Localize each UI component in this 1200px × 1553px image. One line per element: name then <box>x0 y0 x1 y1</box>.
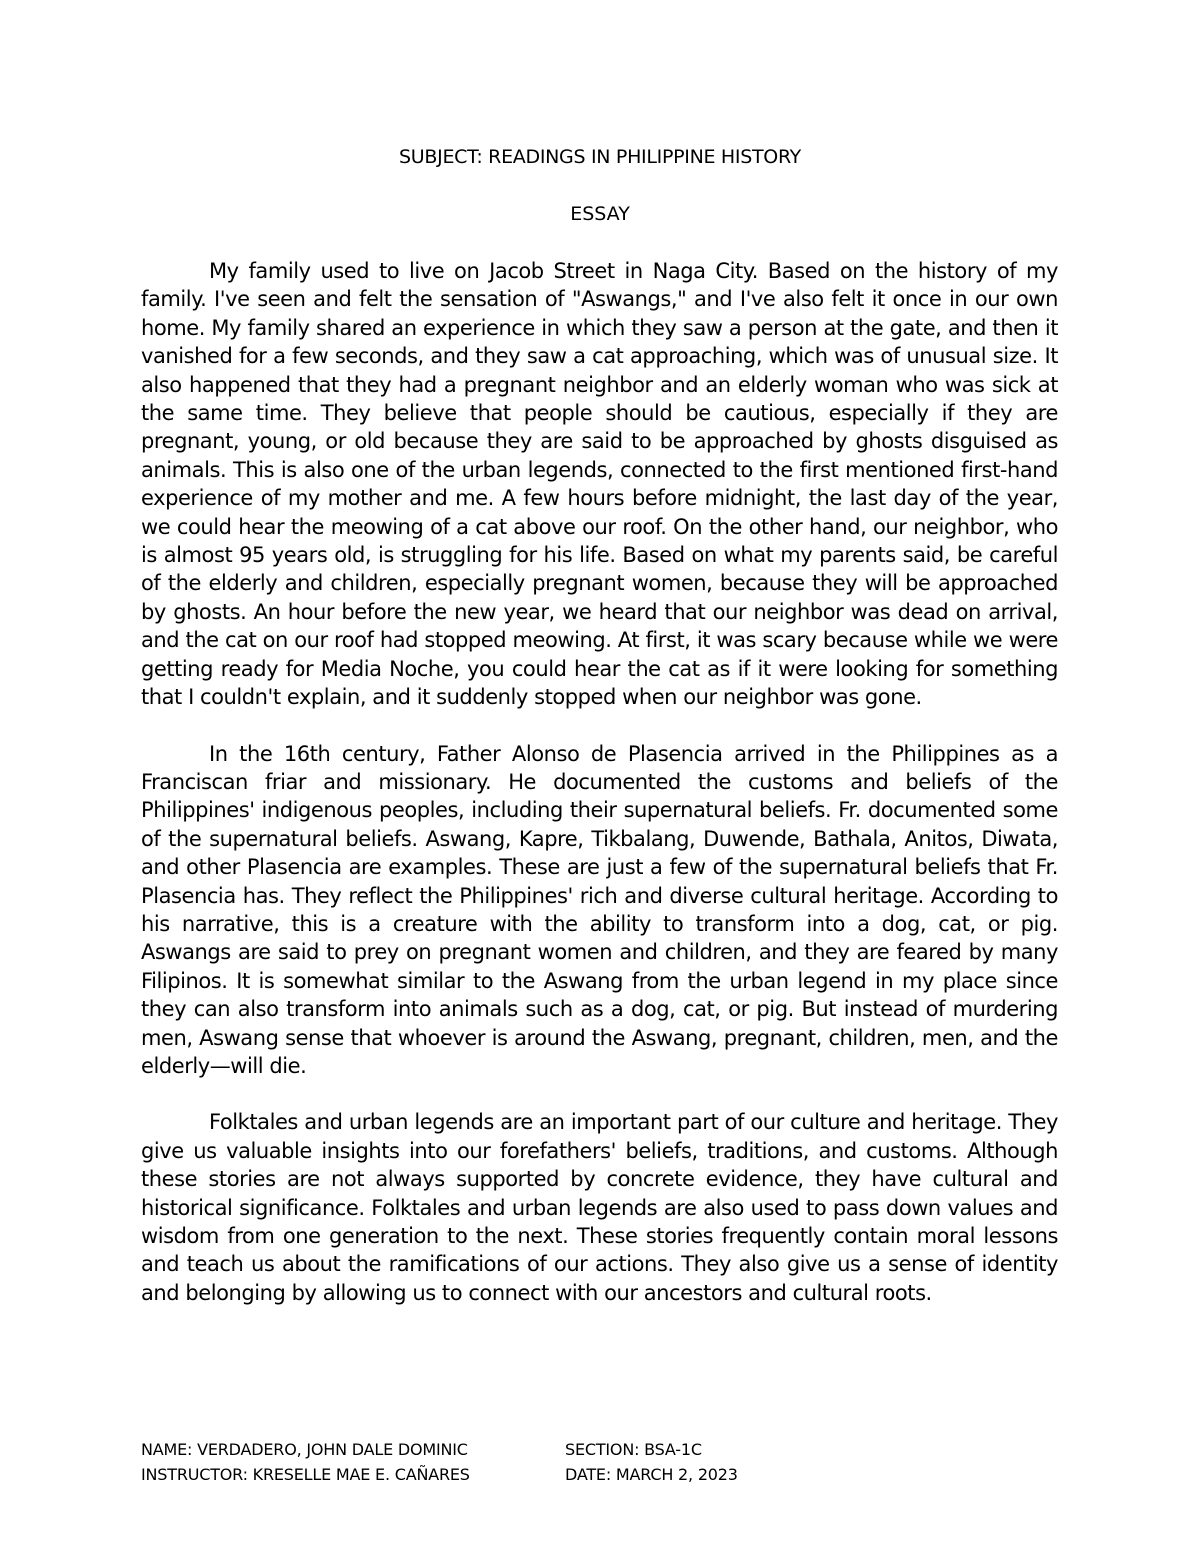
paragraph-3: Folktales and urban legends are an important part of our culture and heritage. They give us valuable insights into our forefathers' beliefs, traditions, and customs. Although these stories are not always supported by concrete evidence, they have cultural and historical significance. Folktales and urban legends are also used to pass down values and wisdom from one generation to the next. These stories frequently contain moral lessons and teach us about the ramifications of our actions. They also give us a sense of identity and belonging by allowing us to connect with our ancestors and cultural roots. <box>141 1110 1058 1305</box>
student-name: NAME: VERDADERO, JOHN DALE DOMINIC <box>141 1440 468 1459</box>
section-label: SECTION: BSA-1C <box>565 1440 702 1459</box>
footer-info <box>141 1437 1041 1487</box>
footer-row-1 <box>141 1437 1041 1462</box>
paragraph-1: My family used to live on Jacob Street in Naga City. Based on the history of my family. I've seen and felt the sensation of "Aswangs," and I've also felt it once in our own home. My family shared an experience in which they saw a person at the gate, and then it vanished for a few seconds, and they saw a cat approaching, which was of unusual size. It also happened that they had a pregnant neighbor and an elderly woman who was sick at the same time. They believe that people should be cautious, especially if they are pregnant, young, or old because they are said to be approached by ghosts disguised as animals. This is also one of the urban legends, connected to the first mentioned first-hand experience of my mother and me. A few hours before midnight, the last day of the year, we could hear the meowing of a cat above our roof. On the other hand, our neighbor, who is almost 95 years old, is struggling for his life. Based on what my parents said, be careful of the elderly and children, especially pregnant women, because they will be approached by ghosts. An hour before the new year, we heard that our neighbor was dead on arrival, and the cat on our roof had stopped meowing. At first, it was scary because while we were getting ready for Media Noche, you could hear the cat as if it were looking for something that I couldn't explain, and it suddenly stopped when our neighbor was gone. <box>141 259 1058 710</box>
essay-body <box>141 257 1058 1335</box>
subject-heading: SUBJECT: READINGS IN PHILIPPINE HISTORY <box>399 146 801 168</box>
date-label: DATE: MARCH 2, 2023 <box>565 1465 738 1484</box>
footer-row-2 <box>141 1462 1041 1487</box>
paragraph-2: In the 16th century, Father Alonso de Plasencia arrived in the Philippines as a Franciscan friar and missionary. He documented the customs and beliefs of the Philippines' indigenous peoples, including their supernatural beliefs. Fr. documented some of the supernatural beliefs. Aswang, Kapre, Tikbalang, Duwende, Bathala, Anitos, Diwata, and other Plasencia are examples. These are just a few of the supernatural beliefs that Fr. Plasencia has. They reflect the Philippines' rich and diverse cultural heritage. According to his narrative, this is a creature with the ability to transform into a dog, cat, or pig. Aswangs are said to prey on pregnant women and children, and they are feared by many Filipinos. It is somewhat similar to the Aswang from the urban legend in my place since they can also transform into animals such as a dog, cat, or pig. But instead of murdering men, Aswang sense that whoever is around the Aswang, pregnant, children, men, and the elderly—will die. <box>141 741 1058 1078</box>
essay-title: ESSAY <box>570 203 630 225</box>
instructor-name: INSTRUCTOR: KRESELLE MAE E. CAÑARES <box>141 1465 470 1484</box>
